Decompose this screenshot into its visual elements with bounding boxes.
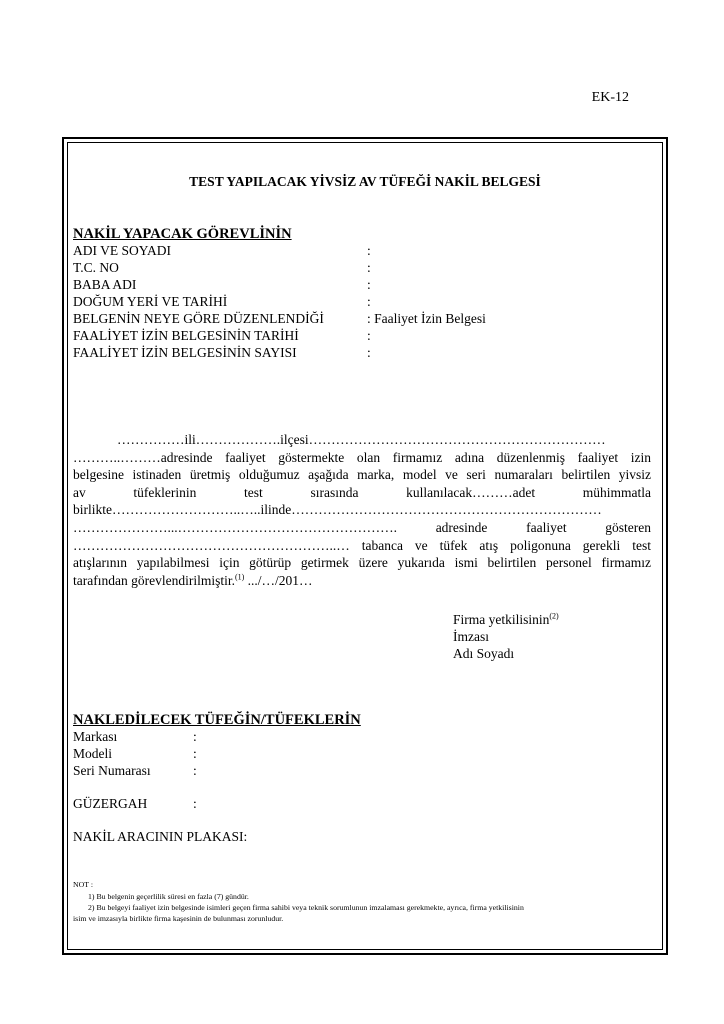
field-label: GÜZERGAH xyxy=(73,796,148,811)
field-birth-place-date xyxy=(73,294,227,310)
field-label: NAKİL ARACININ PLAKASI: xyxy=(73,829,248,844)
field-brand xyxy=(73,729,117,745)
note-item: 1) Bu belgenin geçerlilik süresi en fazla (7) gündür. xyxy=(88,892,249,901)
field-value: : xyxy=(367,243,371,258)
field-label: T.C. NO xyxy=(73,260,119,275)
field-value: : xyxy=(193,746,197,761)
body-line: ………..………adresinde faaliyet göstermekte olan firmamız adına düzenlenmiş faaliyet izin xyxy=(73,449,651,465)
field-value: : Faaliyet İzin Belgesi xyxy=(367,311,486,326)
field-value: : xyxy=(193,763,197,778)
signature-title xyxy=(453,612,559,628)
field-label: ADI VE SOYADI xyxy=(73,243,172,258)
body-line: av tüfeklerinin test sırasında kullanılacak………adet mühimmatla xyxy=(73,484,651,500)
body-line: belgesine istinaden üretmiş olduğumuz aşağıda marka, model ve seri numaraları belirtilen yivsiz xyxy=(73,467,651,483)
body-line-final xyxy=(73,572,651,590)
name-surname-line: Adı Soyadı xyxy=(453,646,515,661)
field-value: : xyxy=(367,277,371,292)
body-line: atışlarının yapılabilmesi için götürüp getirmek üzere yukarıda ismi belirtilen personel firmamız xyxy=(73,555,651,571)
field-label: BABA ADI xyxy=(73,277,137,292)
field-model xyxy=(73,746,112,762)
field-permit-number xyxy=(73,345,297,361)
body-paragraph xyxy=(73,431,651,589)
note-item: 2) Bu belgeyi faaliyet izin belgesinde isimleri geçen firma sahibi veya teknik sorumlunun imzalaması gerekmekte, ayrıca, firma yetkilisinin xyxy=(88,903,524,912)
signature-title-text: Firma yetkilisinin xyxy=(453,612,550,627)
date-placeholder: .../…/201… xyxy=(244,572,313,588)
body-line: birlikte………………………..…..ilinde…………………………………………………………… xyxy=(73,502,602,518)
body-line: ……………ili……………….ilçesi………………………………………………………… xyxy=(117,432,606,447)
rifles-heading: NAKLEDİLECEK TÜFEĞİN/TÜFEKLERİN xyxy=(73,712,361,728)
personnel-heading: NAKİL YAPACAK GÖREVLİNİN xyxy=(73,226,292,242)
field-value: : xyxy=(193,729,197,744)
field-vehicle-plate xyxy=(73,829,247,845)
field-value: : xyxy=(193,796,197,811)
signature-line: İmzası xyxy=(453,629,489,644)
field-route xyxy=(73,796,147,812)
footnote-ref-2: (2) xyxy=(549,611,559,621)
notes-heading: NOT : xyxy=(73,880,93,889)
field-father-name xyxy=(73,277,136,293)
body-line: …………………………………………………..… tabanca ve tüfek atış poligonuna gerekli test xyxy=(73,537,651,553)
field-value: : xyxy=(367,260,371,275)
field-label: Markası xyxy=(73,729,118,744)
field-label: FAALİYET İZİN BELGESİNİN SAYISI xyxy=(73,345,297,360)
field-value: : xyxy=(367,328,371,343)
field-label: Seri Numarası xyxy=(73,763,151,778)
field-document-basis xyxy=(73,311,324,327)
field-value: : xyxy=(367,294,371,309)
body-line: …………………...…………………………………………. adresinde faaliyet gösteren xyxy=(73,519,651,535)
field-permit-date xyxy=(73,328,299,344)
document-title: TEST YAPILACAK YİVSİZ AV TÜFEĞİ NAKİL BELGESİ xyxy=(189,174,541,189)
field-value: : xyxy=(367,345,371,360)
field-name-surname xyxy=(73,243,171,259)
field-serial-number xyxy=(73,763,151,779)
field-label: DOĞUM YERİ VE TARİHİ xyxy=(73,294,228,309)
body-line-text: tarafından görevlendirilmiştir. xyxy=(73,572,235,588)
note-item-continuation: isim ve imzasıyla birlikte firma kaşesinin de bulunması zorunludur. xyxy=(73,914,284,923)
field-label: Modeli xyxy=(73,746,112,761)
field-label: FAALİYET İZİN BELGESİNİN TARİHİ xyxy=(73,328,299,343)
field-label: BELGENİN NEYE GÖRE DÜZENLENDİĞİ xyxy=(73,311,324,326)
annex-label: EK-12 xyxy=(591,90,629,105)
field-tc-no xyxy=(73,260,119,276)
footnote-ref-1: (1) xyxy=(234,572,245,582)
